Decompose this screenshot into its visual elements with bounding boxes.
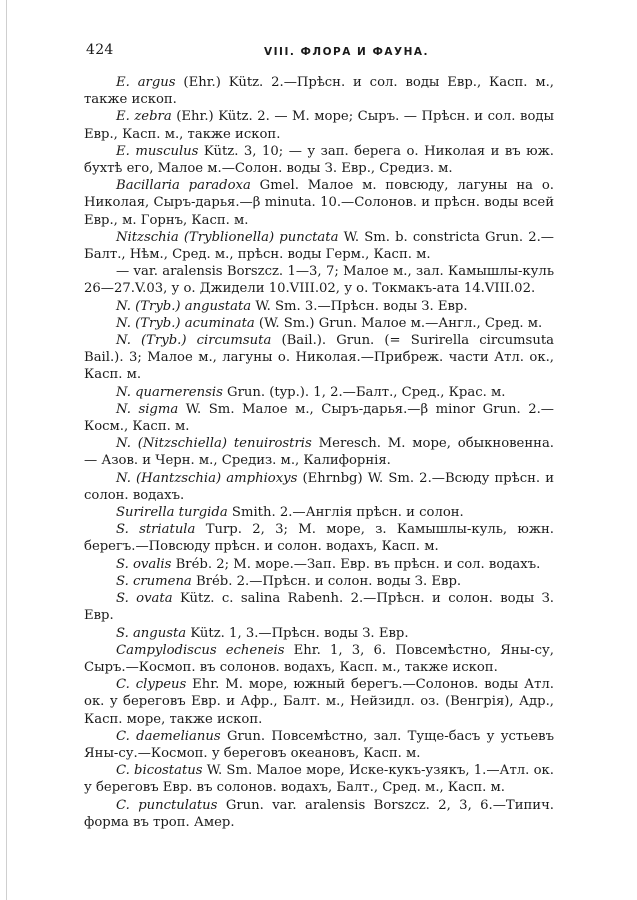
species-entry xyxy=(84,263,554,297)
species-entry xyxy=(84,298,554,315)
species-description: W. Sm. b. constricta Grun. 2.—Балт., Нѣм., Сред. м., прѣсн. воды Герм., Касп. м. xyxy=(84,229,554,263)
species-name: S. ovalis xyxy=(116,556,172,572)
species-description: W. Sm. 3.—Прѣсн. воды З. Евр. xyxy=(251,298,468,314)
species-entry xyxy=(84,676,554,728)
species-description: Ehr. М. море, южный берегъ.—Солонов. воды Атл. ок. у береговъ Евр. и Афр., Балт. м., Нейзидл. оз. (Венгрія), Адр., Касп. море, также ископ. xyxy=(84,677,554,727)
species-name: N. (Tryb.) circumsuta xyxy=(116,333,272,349)
species-entry xyxy=(84,177,554,229)
species-entry xyxy=(84,556,554,573)
species-entry xyxy=(84,504,554,521)
species-description: (Ehr.) Kütz. 2.—Прѣсн. и сол. воды Евр., Касп. м., также ископ. xyxy=(84,75,554,108)
species-description: (W. Sm.) Grun. Малое м.—Англ., Сред. м. xyxy=(254,315,543,331)
species-entry xyxy=(84,315,554,332)
species-name: C. clypeus xyxy=(116,677,187,693)
species-entry xyxy=(84,143,554,177)
species-name: N. sigma xyxy=(116,401,179,417)
species-entry xyxy=(84,332,554,384)
species-name: N. quarnerensis xyxy=(116,384,223,400)
species-description: Kütz. c. salina Rabenh. 2.—Прѣсн. и солон. воды З. Евр. xyxy=(84,591,554,624)
species-description: Bréb. 2.—Прѣсн. и солон. воды З. Евр. xyxy=(191,573,462,589)
species-description: Meresch. М. море, обыкновенна. — Азов. и Черн. м., Средиз. м., Калифорнія. xyxy=(84,436,554,469)
species-entry xyxy=(84,435,554,469)
species-description: Grun. (typ.). 1, 2.—Балт., Сред., Крас. м. xyxy=(222,384,506,400)
species-description: Bréb. 2; М. море.—Зап. Евр. въ прѣсн. и сол. водахъ. xyxy=(171,556,541,572)
species-description: (Ehr.) Kütz. 2. — М. море; Сыръ. — Прѣсн. и сол. воды Евр., Касп. м., также ископ. xyxy=(84,109,554,142)
species-name: N. (Hantzschia) amphioxys xyxy=(116,470,298,486)
species-entry xyxy=(84,384,554,401)
species-description: Kütz. 1, 3.—Прѣсн. воды З. Евр. xyxy=(186,625,409,641)
species-name: E. zebra xyxy=(116,109,172,125)
species-name: Campylodiscus echeneis xyxy=(116,642,285,658)
species-entry xyxy=(84,229,554,263)
species-name: C. bicostatus xyxy=(116,763,203,779)
species-description: Turp. 2, 3; М. море, з. Камышлы-куль, южн. берегъ.—Повсюду прѣсн. и солон. водахъ, Касп. м. xyxy=(84,522,554,555)
species-name: S. ovata xyxy=(116,591,173,607)
species-name: Bacillaria paradoxa xyxy=(116,178,251,194)
species-entry xyxy=(84,401,554,435)
running-head: VIII. ФЛОРА И ФАУНА. xyxy=(264,46,430,58)
species-description: W. Sm. Малое м., Сыръ-дарья.—β minor Grun. 2.—Косм., Касп. м. xyxy=(84,401,554,435)
species-name: E. argus xyxy=(116,75,176,90)
species-name: Nitzschia (Tryblionella) punctata xyxy=(116,229,339,245)
species-entry xyxy=(84,108,554,142)
species-name: C. punctulatus xyxy=(116,797,218,813)
species-description: — var. aralensis Borszcz. 1—3, 7; Малое м., зал. Камышлы-куль 26—27.V.03, у о. Джидели 10.VIII.02, у о. Токмакъ-ата 14.VIII.02. xyxy=(84,264,554,297)
species-entry xyxy=(84,521,554,555)
species-entry xyxy=(84,590,554,624)
species-description: Smith. 2.—Англія прѣсн. и солон. xyxy=(227,505,464,521)
species-name: Surirella turgida xyxy=(116,505,228,521)
species-entry xyxy=(84,797,554,831)
species-name: S. angusta xyxy=(116,625,187,641)
species-entry xyxy=(84,573,554,590)
species-description: W. Sm. Малое море, Иске-кукъ-узякъ, 1.—Атл. ок. у береговъ Евр. въ солонов. водахъ, Балт., Сред. м., Касп. м. xyxy=(84,763,554,796)
species-entry xyxy=(84,470,554,504)
page-spine-edge xyxy=(6,0,7,900)
species-description: Gmel. Малое м. повсюду, лагуны на о. Николая, Сыръ-дарья.—β minuta. 10.—Солонов. и прѣсн. воды всей Евр., м. Горнъ, Касп. м. xyxy=(84,178,554,228)
species-name: N. (Nitzschiella) tenuirostris xyxy=(116,436,312,452)
species-description: Grun. Повсемѣстно, зал. Туще-басъ у устьевъ Яны-су.—Космоп. у береговъ океановъ, Касп. м. xyxy=(84,728,554,761)
page-number: 424 xyxy=(86,42,114,58)
page-header xyxy=(86,42,554,62)
species-entry xyxy=(84,728,554,762)
species-description: Kütz. 3, 10; — у зап. берега о. Николая и въ юж. бухтѣ его, Малое м.—Солон. воды З. Евр., Средиз. м. xyxy=(84,143,554,177)
species-name: C. daemelianus xyxy=(116,728,221,744)
species-description: Ehr. 1, 3, 6. Повсемѣстно, Яны-су, Сыръ.—Космоп. въ солонов. водахъ, Касп. м., также ископ. xyxy=(84,642,554,675)
species-entry xyxy=(84,762,554,796)
species-entry xyxy=(84,642,554,676)
species-name: N. (Tryb.) angustata xyxy=(116,298,252,314)
species-entry xyxy=(84,625,554,642)
species-description: (Bail.). Grun. (= Surirella circumsuta Bail.). 3; Малое м., лагуны о. Николая.—Прибреж. части Атл. ок., Касп. м. xyxy=(84,333,554,383)
species-name: S. crumena xyxy=(116,573,192,589)
species-name: E. musculus xyxy=(116,143,199,159)
species-name: S. striatula xyxy=(116,522,196,538)
species-description: (Ehrnbg) W. Sm. 2.—Всюду прѣсн. и солон. водахъ. xyxy=(84,470,554,503)
species-list xyxy=(84,74,554,831)
species-name: N. (Tryb.) acuminata xyxy=(116,315,255,331)
species-entry xyxy=(84,74,554,108)
species-description: Grun. var. aralensis Borszcz. 2, 3, 6.—Типич. форма въ троп. Амер. xyxy=(84,797,554,830)
